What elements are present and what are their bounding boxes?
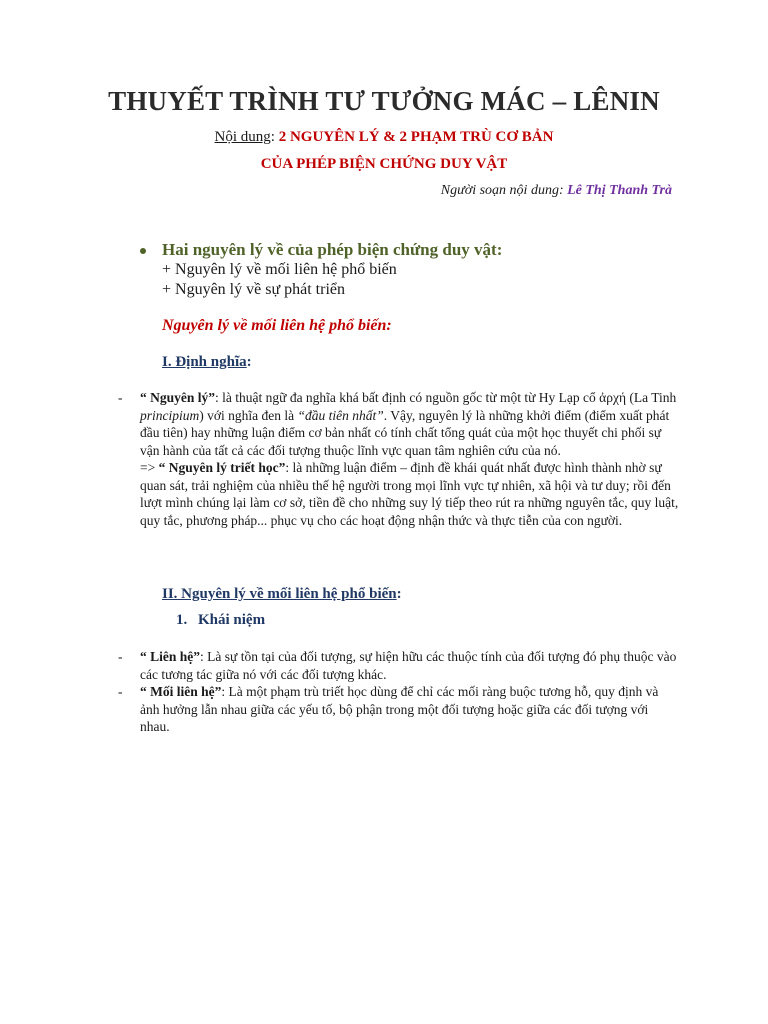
term-nguyen-ly: “ Nguyên lý” (140, 390, 216, 405)
literal-meaning: “đầu tiên nhất” (297, 407, 384, 423)
concept-paragraph-moi-lien-he (118, 683, 680, 736)
dash-marker: - (118, 390, 123, 405)
heading-principle-colon: : (396, 586, 402, 602)
heading-definition-colon: : (246, 354, 252, 370)
subheading-text: Khái niệm (198, 612, 266, 628)
term-lien-he: “ Liên hệ” (140, 649, 201, 664)
latin-term: principium (140, 407, 200, 423)
document-title: THUYẾT TRÌNH TƯ TƯỞNG MÁC – LÊNIN (108, 86, 660, 116)
heading-definition-text: I. Định nghĩa (162, 354, 247, 370)
author-line (441, 183, 672, 199)
intro-heading: Hai nguyên lý về của phép biện chứng duy vật: (162, 240, 503, 259)
subtitle-text-1: 2 NGUYÊN LÝ & 2 PHẠM TRÙ CƠ BẢN (278, 129, 554, 145)
heading-definition (162, 354, 252, 371)
intro-item-1: + Nguyên lý về mối liên hệ phổ biến (162, 261, 397, 278)
subtitle-line-2: CỦA PHÉP BIỆN CHỨNG DUY VẬT (260, 156, 508, 172)
intro-item-2: + Nguyên lý về sự phát triển (162, 281, 345, 298)
dash-marker: - (118, 684, 123, 699)
subheading-concept (176, 612, 265, 629)
subheading-number: 1. (176, 612, 188, 628)
heading-principle (162, 586, 402, 603)
dash-marker: - (118, 649, 123, 664)
subtitle-label: Nội dung (214, 129, 271, 145)
definition-text-1a: : là thuật ngữ đa nghĩa khá bất định có nguồn gốc từ một từ Hy Lạp cổ ἀρχή (La Tinh (215, 390, 677, 405)
term-moi-lien-he: “ Mối liên hệ” (140, 684, 222, 699)
intro-bullet (140, 240, 502, 260)
heading-principle-text: II. Nguyên lý về mối liên hệ phổ biến (162, 586, 397, 602)
arrow-marker: => (140, 460, 159, 475)
subtitle-colon: : (270, 129, 279, 145)
concept-text-b: : Là một phạm trù triết học dùng để chỉ các mối ràng buộc tương hỗ, quy định và ảnh hưởng lẫn nhau giữa các yếu tố, bộ phận trong một đối tượng hoặc giữa các đối tượng với nhau. (140, 684, 659, 734)
definition-text-2: : là những luận điểm – định đề khái quát nhất được hình thành nhờ sự quan sát, trải nghiệm của nhiều thế hệ người trong mọi lĩnh vực tự nhiên, xã hội và tư duy; rồi đến lượt mình chúng lại làm cơ sở, tiền đề cho những suy lý tiếp theo rút ra những nguyên tắc, quy luật, quy tắc, phương pháp... phục vụ cho các hoạt động nhận thức và thực tiễn của con người. (140, 460, 679, 528)
term-nguyen-ly-triet-hoc: “ Nguyên lý triết học” (158, 460, 286, 475)
author-label: Người soạn nội dung: (440, 183, 568, 198)
concept-text-a: : Là sự tồn tại của đối tượng, sự hiện hữu các thuộc tính của đối tượng đó phụ thuộc vào các tương tác giữa nó với các đối tượng khác. (140, 649, 677, 682)
definition-text-1b: ) với nghĩa đen là (199, 407, 298, 423)
section-title: Nguyên lý về mối liên hệ phổ biến: (162, 317, 392, 334)
subtitle-line-1 (0, 129, 768, 146)
definition-text-1c: . Vậy, nguyên lý là những khởi điểm (điểm xuất phát đầu tiên) hay những luận điểm cơ bản nhất có tính chất tổng quát của một học thuyết chi phối sự vận hành của tất cả các đối tượng thuộc lĩnh vực quan tâm nghiên cứu của nó. (140, 407, 670, 458)
author-name: Lê Thị Thanh Trà (567, 183, 672, 198)
intro-block (140, 240, 502, 300)
bullet-dot-icon (140, 248, 146, 254)
concept-paragraph-lien-he (118, 648, 680, 683)
definition-paragraph (118, 389, 680, 529)
